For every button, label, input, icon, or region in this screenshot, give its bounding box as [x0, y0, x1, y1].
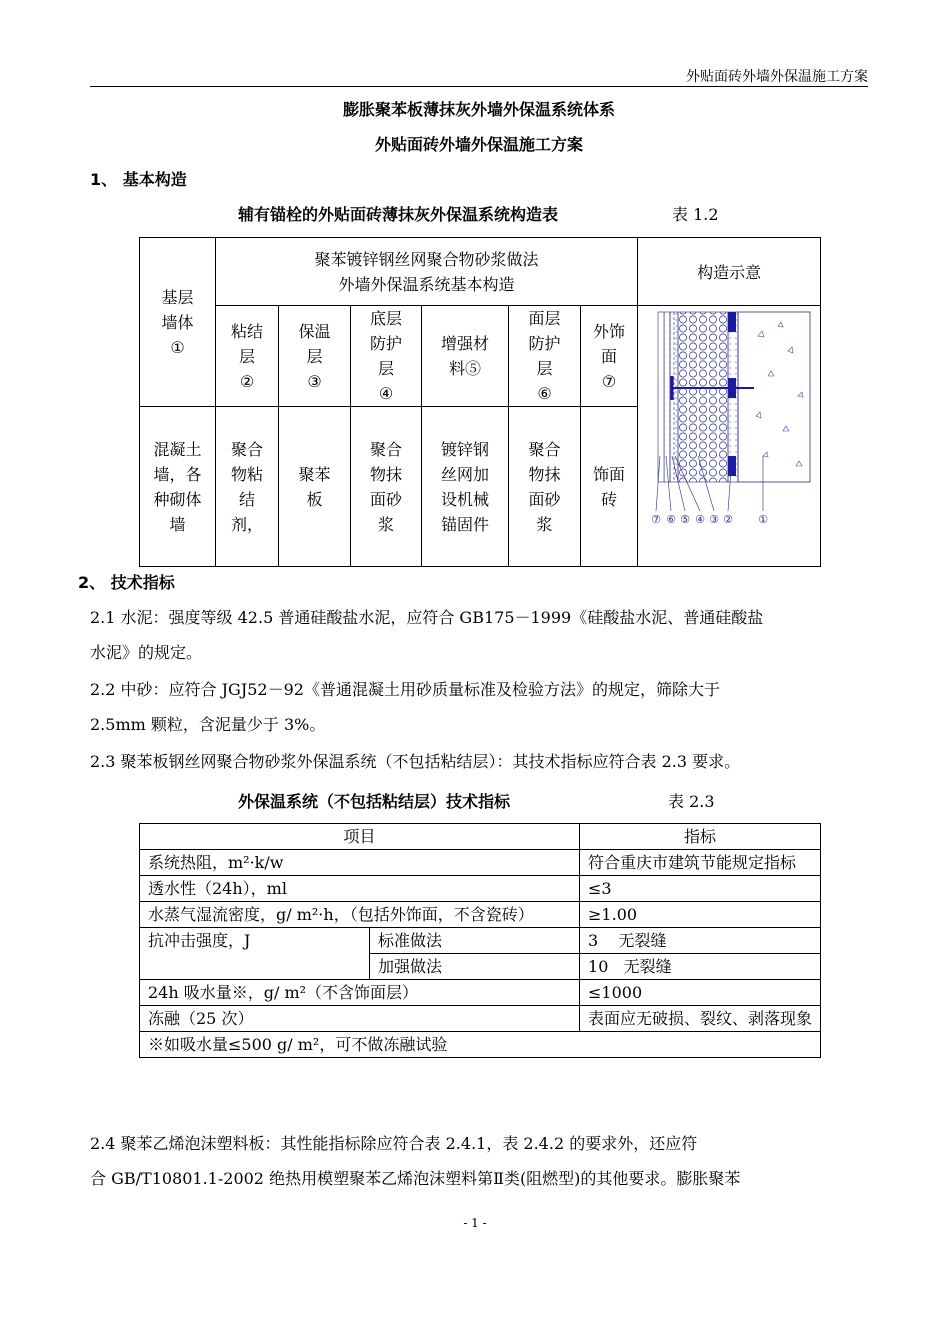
running-header: 外贴面砖外墙外保温施工方案	[686, 69, 868, 85]
col-header-base-coat: 底层 防护 层 ④	[351, 306, 422, 407]
diagram-label-6: ⑥	[666, 513, 677, 526]
col-header-finish: 外饰 面 ⑦	[581, 306, 638, 407]
table2-value: 10 无裂缝	[580, 954, 821, 980]
table2-head-item: 项目	[140, 824, 580, 850]
table2-value: 3 无裂缝	[580, 928, 821, 954]
cell-reinforcement: 镀锌钢 丝网加 设机械 锚固件	[422, 407, 509, 567]
col-header-diagram: 构造示意	[638, 238, 821, 306]
col-header-insulation-layer: 保温 层 ③	[279, 306, 351, 407]
diagram-label-1: ①	[758, 513, 769, 526]
diagram-label-7: ⑦	[651, 513, 662, 526]
table2-subitem: 加强做法	[370, 954, 580, 980]
table2-value: 符合重庆市建筑节能规定指标	[580, 850, 821, 876]
construction-diagram-cell	[638, 306, 821, 567]
paragraph-2-4: 2.4 聚苯乙烯泡沫塑料板：其性能指标除应符合表 2.4.1，表 2.4.2 的要求外，还应符 合 GB/T10801.1-2002 绝热用模塑聚苯乙烯泡沫塑料第Ⅱ类(阻燃型)的其他要求。膨胀聚苯	[90, 1134, 741, 1188]
diagram-label-4: ④	[695, 513, 706, 526]
table2-number: 表 2.3	[668, 792, 715, 811]
cell-base-wall: 混凝土 墙，各 种砌体 墙	[140, 407, 216, 567]
col-header-base-wall: 基层 墙体 ①	[140, 238, 216, 407]
cell-finish-coat: 聚合 物抹 面砂 浆	[509, 407, 581, 567]
paragraph-2-1: 2.1 水泥：强度等级 42.5 普通硅酸盐水泥，应符合 GB175－1999《硅酸盐水泥、普通硅酸盐 水泥》的规定。	[90, 608, 764, 662]
table2-item: 系统热阻，m²·k/w	[140, 850, 580, 876]
table2-item: 冻融（25 次）	[140, 1006, 580, 1032]
construction-table	[139, 237, 821, 567]
diagram-label-5: ⑤	[680, 513, 691, 526]
col-header-finish-coat: 面层 防护 层 ⑥	[509, 306, 581, 407]
cell-bond-layer: 聚合 物粘 结 剂，	[216, 407, 279, 567]
header-rule	[90, 86, 868, 87]
col-header-bond-layer: 粘结 层 ②	[216, 306, 279, 407]
table2-item: 24h 吸水量※，g/ m²（不含饰面层）	[140, 980, 580, 1006]
document-title-line1: 膨胀聚苯板薄抹灰外墙外保温系统体系	[342, 100, 615, 119]
table2-head-index: 指标	[580, 824, 821, 850]
cell-insulation: 聚苯 板	[279, 407, 351, 567]
document-title-line2: 外贴面砖外墙外保温施工方案	[374, 135, 583, 154]
section-2-heading: 2、 技术指标	[78, 573, 175, 592]
technical-index-table	[139, 823, 821, 1058]
col-header-reinforcement: 增强材 料⑤	[422, 306, 509, 407]
table2-subitem: 标准做法	[370, 928, 580, 954]
cell-finish: 饰面 砖	[581, 407, 638, 567]
table2-caption: 外保温系统（不包括粘结层）技术指标	[238, 792, 511, 811]
table2-value: ≤3	[580, 876, 821, 902]
paragraph-2-2: 2.2 中砂：应符合 JGJ52－92《普通混凝土用砂质量标准及检验方法》的规定，筛除大于 2.5mm 颗粒，含泥量少于 3%。	[90, 680, 720, 734]
cell-base-coat: 聚合 物抹 面砂 浆	[351, 407, 422, 567]
paragraph-2-3: 2.3 聚苯板钢丝网聚合物砂浆外保温系统（不包括粘结层）：其技术指标应符合表 2.3 要求。	[90, 752, 741, 771]
table2-item: 透水性（24h），ml	[140, 876, 580, 902]
table2-value: 表面应无破损、裂纹、剥落现象	[580, 1006, 821, 1032]
col-header-group: 聚苯镀锌钢丝网聚合物砂浆做法 外墙外保温系统基本构造	[216, 238, 638, 306]
wall-construction-diagram	[638, 306, 821, 566]
table1-number: 表 1.2	[672, 205, 719, 224]
table2-item: 抗冲击强度，J	[140, 928, 370, 980]
table1-caption: 辅有锚栓的外贴面砖薄抹灰外保温系统构造表	[238, 205, 559, 224]
diagram-label-2: ②	[723, 513, 734, 526]
table2-value: ≥1.00	[580, 902, 821, 928]
table2-note: ※如吸水量≤500 g/ m²，可不做冻融试验	[140, 1032, 821, 1058]
section-1-heading: 1、 基本构造	[90, 170, 187, 189]
diagram-label-3: ③	[709, 513, 720, 526]
table2-item: 水蒸气湿流密度，g/ m²·h，（包括外饰面，不含瓷砖）	[140, 902, 580, 928]
page-number: - 1 -	[463, 1216, 487, 1230]
table2-value: ≤1000	[580, 980, 821, 1006]
